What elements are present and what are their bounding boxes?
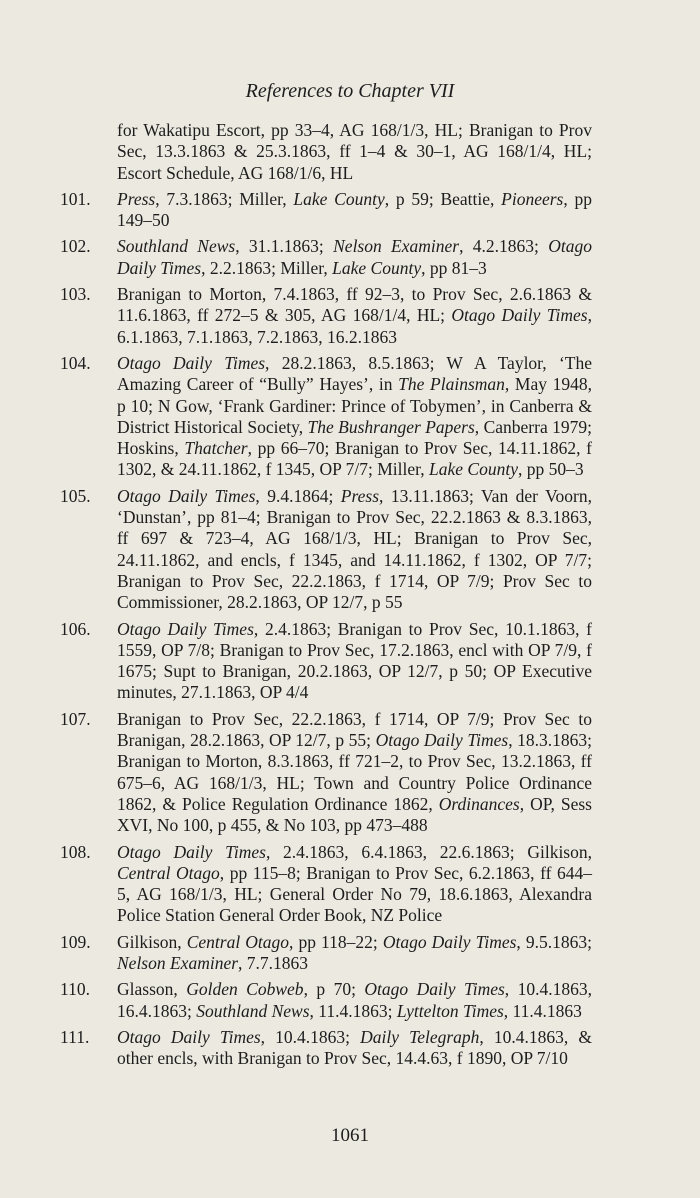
reference-number: 108. [60, 841, 91, 862]
reference-number: 106. [60, 618, 91, 639]
reference-item-109 [0, 932, 700, 975]
reference-item-111 [0, 1027, 700, 1070]
reference-number: 109. [60, 931, 91, 952]
reference-item-110 [0, 979, 700, 1022]
reference-text: Otago Daily Times, 9.4.1864; Press, 13.11.1863; Van der Voorn, ‘Dunstan’, pp 81–4; Branigan to Prov Sec, 22.2.1863 & 8.3.1863, ff 697 & 723–4, AG 168/1/3, HL; Branigan to Prov Sec, 24.11.1862, and encls, f 1345, and 14.11.1862, f 1302, OP 7/7; Branigan to Prov Sec, 22.2.1863, f 1714, OP 7/9; Prov Sec to Commissioner, 28.2.1863, OP 12/7, p 55 [117, 485, 592, 613]
reference-number: 110. [60, 979, 90, 1000]
running-head: References to Chapter VII [245, 80, 455, 102]
reference-text: Otago Daily Times, 2.4.1863; Branigan to Prov Sec, 10.1.1863, f 1559, OP 7/8; Branigan to Prov Sec, 17.2.1863, encl with OP 7/9, f 1675; Supt to Branigan, 20.2.1863, OP 12/7, p 50; OP Executive minutes, 27.1.1863, OP 4/4 [117, 618, 592, 703]
reference-number: 103. [60, 284, 91, 305]
reference-item-107 [0, 709, 700, 837]
reference-item-102 [0, 236, 700, 279]
reference-text: Southland News, 31.1.1863; Nelson Examiner, 4.2.1863; Otago Daily Times, 2.2.1863; Miller, Lake County, pp 81–3 [117, 236, 592, 278]
reference-item-100-cont [0, 120, 700, 184]
reference-text: Branigan to Prov Sec, 22.2.1863, f 1714, OP 7/9; Prov Sec to Branigan, 28.2.1863, OP 12/7, p 55; Otago Daily Times, 18.3.1863; Branigan to Morton, 8.3.1863, ff 721–2, to Prov Sec, 13.2.1863, ff 675–6, AG 168/1/3, HL; Town and Country Police Ordinance 1862, & Police Regulation Ordinance 1862, Ordinances, OP, Sess XVI, No 100, p 455, & No 103, pp 473–488 [117, 708, 593, 836]
reference-item-101 [0, 189, 700, 232]
reference-number: 101. [60, 188, 91, 209]
reference-number: 105. [60, 485, 91, 506]
reference-item-104 [0, 353, 700, 481]
reference-item-103 [0, 284, 700, 348]
reference-item-108 [0, 842, 700, 927]
reference-text: Otago Daily Times, 28.2.1863, 8.5.1863; W A Taylor, ‘The Amazing Career of “Bully” Hayes’, in The Plainsman, May 1948, p 10; N Gow, ‘Frank Gardiner: Prince of Tobymen’, in Canberra & District Historical Society, The Bushranger Papers, Canberra 1979; Hoskins, Thatcher, pp 66–70; Branigan to Prov Sec, 14.11.1862, f 1302, & 24.11.1862, f 1345, OP 7/7; Miller, Lake County, pp 50–3 [117, 352, 592, 480]
reference-text: Otago Daily Times, 10.4.1863; Daily Telegraph, 10.4.1863, & other encls, with Branigan to Prov Sec, 14.4.63, f 1890, OP 7/10 [117, 1026, 592, 1069]
reference-text: Press, 7.3.1863; Miller, Lake County, p 59; Beattie, Pioneers, pp 149–50 [117, 188, 592, 231]
reference-number: 102. [60, 236, 91, 257]
reference-text: Branigan to Morton, 7.4.1863, ff 92–3, to Prov Sec, 2.6.1863 & 11.6.1863, ff 272–5 & 305, AG 168/1/4, HL; Otago Daily Times, 6.1.1863, 7.1.1863, 7.2.1863, 16.2.1863 [117, 284, 592, 347]
reference-text: Gilkison, Central Otago, pp 118–22; Otago Daily Times, 9.5.1863; Nelson Examiner, 7.7.1863 [117, 931, 592, 973]
reference-text: Otago Daily Times, 2.4.1863, 6.4.1863, 22.6.1863; Gilkison, Central Otago, pp 115–8; Branigan to Prov Sec, 6.2.1863, ff 644–5, AG 168/1/3, HL; General Order No 79, 18.6.1863, Alexandra Police Station General Order Book, NZ Police [117, 841, 592, 926]
reference-item-105 [0, 486, 700, 614]
reference-text: Glasson, Golden Cobweb, p 70; Otago Daily Times, 10.4.1863, 16.4.1863; Southland News, 11.4.1863; Lyttelton Times, 11.4.1863 [117, 979, 592, 1021]
reference-number: 107. [60, 708, 91, 729]
reference-item-106 [0, 619, 700, 704]
reference-text: for Wakatipu Escort, pp 33–4, AG 168/1/3, HL; Branigan to Prov Sec, 13.3.1863 & 25.3.1863, ff 1–4 & 30–1, AG 168/1/4, HL; Escort Schedule, AG 168/1/6, HL [117, 120, 592, 183]
page-number: 1061 [331, 1125, 369, 1146]
reference-list [0, 120, 700, 1069]
reference-number: 104. [60, 352, 91, 373]
reference-number: 111. [60, 1026, 90, 1047]
